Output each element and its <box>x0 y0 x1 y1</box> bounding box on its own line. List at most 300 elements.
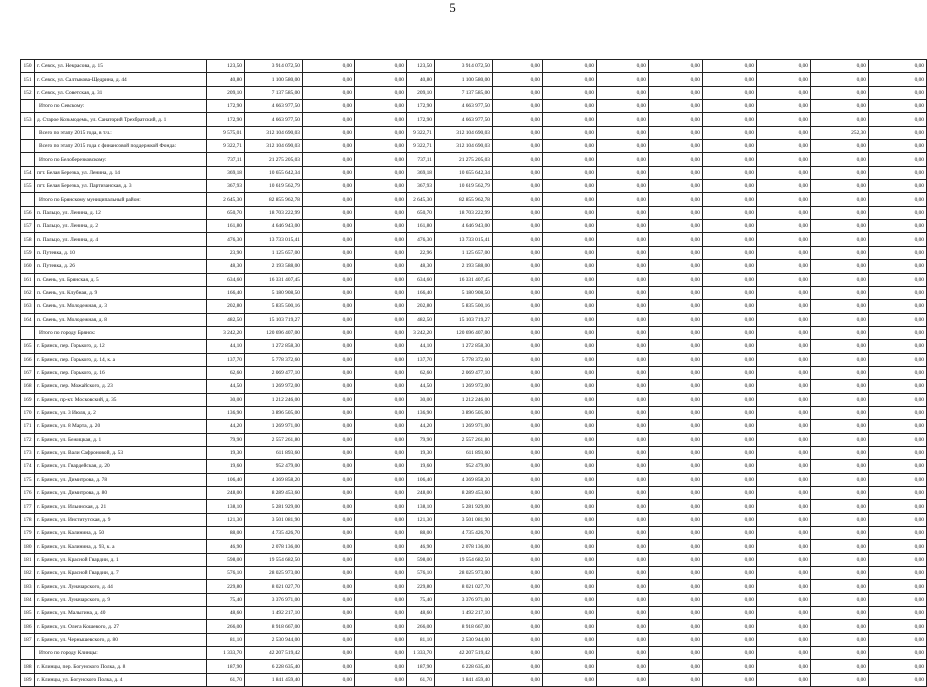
row-number-cell: 173 <box>21 446 35 459</box>
value-cell: 0,00 <box>493 567 543 580</box>
value-cell: 0,00 <box>303 673 355 686</box>
value-cell: 0,00 <box>649 193 703 206</box>
value-cell: 0,00 <box>355 353 407 366</box>
table-row <box>21 393 927 406</box>
value-cell: 0,00 <box>649 460 703 473</box>
value-cell: 0,00 <box>703 233 757 246</box>
address-cell: г. Брянск, ул. Димитрова, д. 80 <box>35 487 207 500</box>
value-cell: 0,00 <box>649 180 703 193</box>
value-cell: 0,00 <box>757 620 811 633</box>
value-cell: 0,00 <box>703 113 757 126</box>
value-cell: 0,00 <box>303 246 355 259</box>
row-number-cell: 164 <box>21 313 35 326</box>
subtotal-row <box>21 140 927 153</box>
value-cell: 0,00 <box>493 460 543 473</box>
value-cell: 0,00 <box>543 140 597 153</box>
value-cell: 0,00 <box>869 607 927 620</box>
value-cell: 576,10 <box>207 567 245 580</box>
value-cell: 598,00 <box>407 553 435 566</box>
value-cell: 0,00 <box>811 100 869 113</box>
value-cell: 0,00 <box>869 540 927 553</box>
row-number-cell: 179 <box>21 527 35 540</box>
value-cell: 0,00 <box>869 553 927 566</box>
value-cell: 1 125 657,00 <box>435 246 493 259</box>
value-cell: 0,00 <box>703 180 757 193</box>
row-number-cell: 169 <box>21 393 35 406</box>
value-cell: 161,80 <box>407 220 435 233</box>
value-cell: 0,00 <box>757 100 811 113</box>
address-cell: г. Брянск, ул. Калинина, д. 93, к. а <box>35 540 207 553</box>
value-cell: 0,00 <box>869 340 927 353</box>
value-cell: 121,30 <box>207 513 245 526</box>
subtotal-row <box>21 647 927 660</box>
value-cell: 0,00 <box>869 513 927 526</box>
value-cell: 0,00 <box>811 393 869 406</box>
address-cell: г. Севск, ул. Некрасова, д. 15 <box>35 60 207 73</box>
value-cell: 209,10 <box>207 86 245 99</box>
value-cell: 0,00 <box>355 380 407 393</box>
value-cell: 8 918 667,00 <box>435 620 493 633</box>
value-cell: 0,00 <box>493 487 543 500</box>
subtotal-row <box>21 153 927 166</box>
value-cell: 0,00 <box>543 620 597 633</box>
value-cell: 0,00 <box>649 113 703 126</box>
value-cell: 81,10 <box>207 633 245 646</box>
value-cell: 19,30 <box>407 446 435 459</box>
value-cell: 0,00 <box>303 433 355 446</box>
value-cell: 0,00 <box>757 673 811 686</box>
value-cell: 737,11 <box>407 153 435 166</box>
subtotal-row <box>21 126 927 139</box>
value-cell: 0,00 <box>597 460 649 473</box>
value-cell: 737,11 <box>207 153 245 166</box>
value-cell: 0,00 <box>355 393 407 406</box>
address-cell: г. Брянск, пр-кт. Московский, д. 35 <box>35 393 207 406</box>
value-cell: 0,00 <box>597 487 649 500</box>
value-cell: 46,90 <box>207 540 245 553</box>
value-cell: 5 835 500,16 <box>245 300 303 313</box>
row-number-cell: 180 <box>21 540 35 553</box>
value-cell: 0,00 <box>303 140 355 153</box>
value-cell: 0,00 <box>355 540 407 553</box>
value-cell: 0,00 <box>757 406 811 419</box>
value-cell: 0,00 <box>303 580 355 593</box>
value-cell: 0,00 <box>355 300 407 313</box>
value-cell: 0,00 <box>597 100 649 113</box>
value-cell: 0,00 <box>757 567 811 580</box>
subtotal-row <box>21 100 927 113</box>
table-row <box>21 633 927 646</box>
value-cell: 0,00 <box>649 620 703 633</box>
table-row <box>21 660 927 673</box>
value-cell: 482,50 <box>407 313 435 326</box>
value-cell: 0,00 <box>597 326 649 339</box>
value-cell: 0,00 <box>649 420 703 433</box>
value-cell: 0,00 <box>811 193 869 206</box>
value-cell: 0,00 <box>869 500 927 513</box>
value-cell: 0,00 <box>757 433 811 446</box>
value-cell: 0,00 <box>703 340 757 353</box>
value-cell: 13 733 015,41 <box>245 233 303 246</box>
value-cell: 0,00 <box>649 673 703 686</box>
value-cell: 166,40 <box>207 286 245 299</box>
address-cell: г. Брянск, ул. Красной Гвардии, д. 1 <box>35 553 207 566</box>
value-cell: 0,00 <box>597 660 649 673</box>
value-cell: 138,10 <box>207 500 245 513</box>
value-cell: 0,00 <box>757 420 811 433</box>
value-cell: 0,00 <box>869 353 927 366</box>
value-cell: 121,30 <box>407 513 435 526</box>
value-cell: 0,00 <box>757 593 811 606</box>
subtotal-row <box>21 193 927 206</box>
value-cell: 0,00 <box>597 366 649 379</box>
table-row <box>21 380 927 393</box>
value-cell: 0,00 <box>869 260 927 273</box>
value-cell: 0,00 <box>355 420 407 433</box>
value-cell: 0,00 <box>649 353 703 366</box>
row-number-cell <box>21 100 35 113</box>
address-cell: г. Брянск, ул. Луначарского, д. 9 <box>35 593 207 606</box>
value-cell: 0,00 <box>597 153 649 166</box>
value-cell: 0,00 <box>493 100 543 113</box>
value-cell: 4 663 977,50 <box>245 100 303 113</box>
table-row <box>21 593 927 606</box>
value-cell: 0,00 <box>355 340 407 353</box>
table-row <box>21 500 927 513</box>
value-cell: 2 193 588,00 <box>435 260 493 273</box>
value-cell: 0,00 <box>811 406 869 419</box>
value-cell: 5 180 908,50 <box>435 286 493 299</box>
value-cell: 2 557 261,80 <box>245 433 303 446</box>
value-cell: 0,00 <box>703 326 757 339</box>
value-cell: 0,00 <box>703 100 757 113</box>
value-cell: 40,80 <box>207 73 245 86</box>
value-cell: 0,00 <box>493 180 543 193</box>
value-cell: 0,00 <box>703 273 757 286</box>
address-cell: пгт. Белая Березка, ул. Партизанская, д. 3 <box>35 180 207 193</box>
row-number-cell <box>21 153 35 166</box>
row-number-cell: 187 <box>21 633 35 646</box>
value-cell: 0,00 <box>543 193 597 206</box>
row-number-cell: 159 <box>21 246 35 259</box>
value-cell: 0,00 <box>543 593 597 606</box>
value-cell: 0,00 <box>649 380 703 393</box>
value-cell: 0,00 <box>493 300 543 313</box>
value-cell: 0,00 <box>493 660 543 673</box>
value-cell: 61,70 <box>207 673 245 686</box>
value-cell: 0,00 <box>703 433 757 446</box>
value-cell: 15 103 719,27 <box>435 313 493 326</box>
value-cell: 0,00 <box>355 140 407 153</box>
value-cell: 0,00 <box>869 633 927 646</box>
value-cell: 82 855 962,78 <box>435 193 493 206</box>
value-cell: 48,60 <box>407 607 435 620</box>
table-body <box>21 60 927 687</box>
value-cell: 2 530 944,00 <box>245 633 303 646</box>
value-cell: 21 275 205,03 <box>245 153 303 166</box>
value-cell: 0,00 <box>869 166 927 179</box>
value-cell: 0,00 <box>869 286 927 299</box>
value-cell: 0,00 <box>811 366 869 379</box>
value-cell: 0,00 <box>811 567 869 580</box>
value-cell: 0,00 <box>493 673 543 686</box>
table-row <box>21 487 927 500</box>
value-cell: 0,00 <box>703 540 757 553</box>
value-cell: 0,00 <box>703 380 757 393</box>
value-cell: 1 125 657,00 <box>245 246 303 259</box>
value-cell: 0,00 <box>649 406 703 419</box>
value-cell: 0,00 <box>303 593 355 606</box>
value-cell: 0,00 <box>355 487 407 500</box>
value-cell: 266,00 <box>207 620 245 633</box>
value-cell: 0,00 <box>543 633 597 646</box>
table-row <box>21 300 927 313</box>
value-cell: 4 663 977,50 <box>435 113 493 126</box>
value-cell: 0,00 <box>303 73 355 86</box>
value-cell: 0,00 <box>597 446 649 459</box>
value-cell: 3 242,20 <box>207 326 245 339</box>
value-cell: 0,00 <box>869 366 927 379</box>
value-cell: 40,80 <box>407 73 435 86</box>
value-cell: 0,00 <box>355 273 407 286</box>
value-cell: 0,00 <box>597 620 649 633</box>
value-cell: 634,60 <box>207 273 245 286</box>
value-cell: 0,00 <box>811 113 869 126</box>
value-cell: 0,00 <box>703 473 757 486</box>
value-cell: 0,00 <box>811 527 869 540</box>
value-cell: 2 078 136,00 <box>435 540 493 553</box>
value-cell: 2 530 944,00 <box>435 633 493 646</box>
value-cell: 4 646 943,00 <box>435 220 493 233</box>
value-cell: 0,00 <box>355 286 407 299</box>
value-cell: 0,00 <box>543 86 597 99</box>
value-cell: 8 021 027,70 <box>245 580 303 593</box>
value-cell: 0,00 <box>703 286 757 299</box>
value-cell: 0,00 <box>757 246 811 259</box>
value-cell: 0,00 <box>543 260 597 273</box>
value-cell: 0,00 <box>543 487 597 500</box>
address-cell: г. Брянск, ул. Бежицкая, д. 1 <box>35 433 207 446</box>
value-cell: 16 331 407,45 <box>245 273 303 286</box>
value-cell: 0,00 <box>355 567 407 580</box>
value-cell: 0,00 <box>493 153 543 166</box>
value-cell: 81,10 <box>407 633 435 646</box>
value-cell: 611 893,60 <box>435 446 493 459</box>
address-cell: д. Старое Козьмодемь, ул. Санаторий Трехбратский, д. 1 <box>35 113 207 126</box>
value-cell: 0,00 <box>303 180 355 193</box>
value-cell: 0,00 <box>649 220 703 233</box>
value-cell: 0,00 <box>597 433 649 446</box>
value-cell: 0,00 <box>757 233 811 246</box>
value-cell: 0,00 <box>303 500 355 513</box>
address-cell: Всего по этапу 2015 года, в т.ч.: <box>35 126 207 139</box>
value-cell: 312 104 690,03 <box>245 126 303 139</box>
value-cell: 0,00 <box>869 460 927 473</box>
value-cell: 0,00 <box>811 500 869 513</box>
table-row <box>21 527 927 540</box>
table-row <box>21 353 927 366</box>
value-cell: 0,00 <box>811 313 869 326</box>
value-cell: 0,00 <box>355 433 407 446</box>
value-cell: 0,00 <box>355 366 407 379</box>
value-cell: 0,00 <box>303 273 355 286</box>
value-cell: 0,00 <box>355 607 407 620</box>
value-cell: 0,00 <box>703 420 757 433</box>
value-cell: 0,00 <box>649 567 703 580</box>
value-cell: 0,00 <box>649 100 703 113</box>
value-cell: 0,00 <box>597 500 649 513</box>
value-cell: 0,00 <box>869 180 927 193</box>
value-cell: 0,00 <box>869 326 927 339</box>
value-cell: 0,00 <box>869 60 927 73</box>
value-cell: 42 207 519,42 <box>435 647 493 660</box>
value-cell: 3 896 505,00 <box>435 406 493 419</box>
value-cell: 0,00 <box>811 326 869 339</box>
value-cell: 0,00 <box>543 233 597 246</box>
value-cell: 0,00 <box>543 500 597 513</box>
value-cell: 0,00 <box>703 60 757 73</box>
value-cell: 598,00 <box>207 553 245 566</box>
value-cell: 0,00 <box>757 366 811 379</box>
value-cell: 0,00 <box>493 193 543 206</box>
value-cell: 0,00 <box>649 260 703 273</box>
value-cell: 0,00 <box>811 420 869 433</box>
table-row <box>21 366 927 379</box>
value-cell: 3 501 081,90 <box>435 513 493 526</box>
value-cell: 187,90 <box>207 660 245 673</box>
value-cell: 6 228 635,40 <box>435 660 493 673</box>
row-number-cell: 161 <box>21 273 35 286</box>
page-number: 5 <box>449 0 456 15</box>
value-cell: 0,00 <box>703 313 757 326</box>
value-cell: 0,00 <box>811 300 869 313</box>
value-cell: 8 289 453,60 <box>435 487 493 500</box>
value-cell: 0,00 <box>703 446 757 459</box>
value-cell: 0,00 <box>355 220 407 233</box>
value-cell: 0,00 <box>355 113 407 126</box>
value-cell: 44,10 <box>407 340 435 353</box>
address-cell: п. Путевка, д. 10 <box>35 246 207 259</box>
value-cell: 0,00 <box>811 60 869 73</box>
row-number-cell: 150 <box>21 60 35 73</box>
value-cell: 0,00 <box>543 220 597 233</box>
value-cell: 0,00 <box>597 193 649 206</box>
value-cell: 5 778 372,60 <box>435 353 493 366</box>
value-cell: 0,00 <box>649 140 703 153</box>
row-number-cell: 170 <box>21 406 35 419</box>
value-cell: 476,30 <box>207 233 245 246</box>
value-cell: 2 069 477,10 <box>435 366 493 379</box>
value-cell: 0,00 <box>703 153 757 166</box>
table-row <box>21 180 927 193</box>
row-number-cell: 171 <box>21 420 35 433</box>
table-row <box>21 420 927 433</box>
value-cell: 0,00 <box>303 473 355 486</box>
value-cell: 0,00 <box>493 340 543 353</box>
value-cell: 0,00 <box>757 260 811 273</box>
value-cell: 1 269 971,00 <box>435 420 493 433</box>
value-cell: 0,00 <box>811 473 869 486</box>
value-cell: 0,00 <box>869 567 927 580</box>
value-cell: 3 914 072,50 <box>435 60 493 73</box>
address-cell: г. Брянск, ул. Олега Кошевого, д. 27 <box>35 620 207 633</box>
value-cell: 120 696 407,00 <box>435 326 493 339</box>
value-cell: 0,00 <box>811 580 869 593</box>
row-number-cell: 155 <box>21 180 35 193</box>
value-cell: 0,00 <box>757 487 811 500</box>
value-cell: 0,00 <box>493 233 543 246</box>
value-cell: 0,00 <box>757 540 811 553</box>
value-cell: 0,00 <box>493 86 543 99</box>
value-cell: 0,00 <box>757 220 811 233</box>
value-cell: 5 180 908,50 <box>245 286 303 299</box>
value-cell: 0,00 <box>543 60 597 73</box>
value-cell: 0,00 <box>811 660 869 673</box>
value-cell: 0,00 <box>493 620 543 633</box>
value-cell: 0,00 <box>597 353 649 366</box>
value-cell: 0,00 <box>703 553 757 566</box>
value-cell: 0,00 <box>355 326 407 339</box>
value-cell: 476,30 <box>407 233 435 246</box>
value-cell: 166,40 <box>407 286 435 299</box>
value-cell: 0,00 <box>597 260 649 273</box>
value-cell: 0,00 <box>757 206 811 219</box>
value-cell: 172,90 <box>207 113 245 126</box>
value-cell: 0,00 <box>303 313 355 326</box>
value-cell: 1 212 246,00 <box>245 393 303 406</box>
value-cell: 0,00 <box>597 340 649 353</box>
value-cell: 18 703 222,99 <box>435 206 493 219</box>
value-cell: 0,00 <box>355 193 407 206</box>
subtotal-row <box>21 326 927 339</box>
value-cell: 0,00 <box>811 260 869 273</box>
value-cell: 28 025 973,00 <box>435 567 493 580</box>
value-cell: 21 275 205,03 <box>435 153 493 166</box>
value-cell: 4 369 858,20 <box>435 473 493 486</box>
row-number-cell: 165 <box>21 340 35 353</box>
value-cell: 0,00 <box>303 126 355 139</box>
value-cell: 0,00 <box>649 446 703 459</box>
value-cell: 650,70 <box>207 206 245 219</box>
value-cell: 0,00 <box>543 166 597 179</box>
value-cell: 8 918 667,00 <box>245 620 303 633</box>
value-cell: 0,00 <box>649 60 703 73</box>
value-cell: 0,00 <box>703 140 757 153</box>
value-cell: 44,10 <box>207 340 245 353</box>
value-cell: 0,00 <box>757 73 811 86</box>
address-cell: г. Брянск, пер. Можайского, д. 23 <box>35 380 207 393</box>
value-cell: 252,30 <box>811 126 869 139</box>
table-row <box>21 673 927 686</box>
address-cell: Итого по Брянскому муниципальный район: <box>35 193 207 206</box>
value-cell: 0,00 <box>869 487 927 500</box>
value-cell: 0,00 <box>811 166 869 179</box>
value-cell: 0,00 <box>493 286 543 299</box>
value-cell: 0,00 <box>869 580 927 593</box>
value-cell: 0,00 <box>869 140 927 153</box>
value-cell: 0,00 <box>649 487 703 500</box>
value-cell: 19 554 682,50 <box>245 553 303 566</box>
value-cell: 0,00 <box>869 193 927 206</box>
value-cell: 0,00 <box>303 60 355 73</box>
value-cell: 0,00 <box>543 446 597 459</box>
value-cell: 0,00 <box>869 527 927 540</box>
value-cell: 0,00 <box>355 500 407 513</box>
value-cell: 0,00 <box>543 553 597 566</box>
value-cell: 62,60 <box>207 366 245 379</box>
row-number-cell: 172 <box>21 433 35 446</box>
value-cell: 0,00 <box>649 553 703 566</box>
